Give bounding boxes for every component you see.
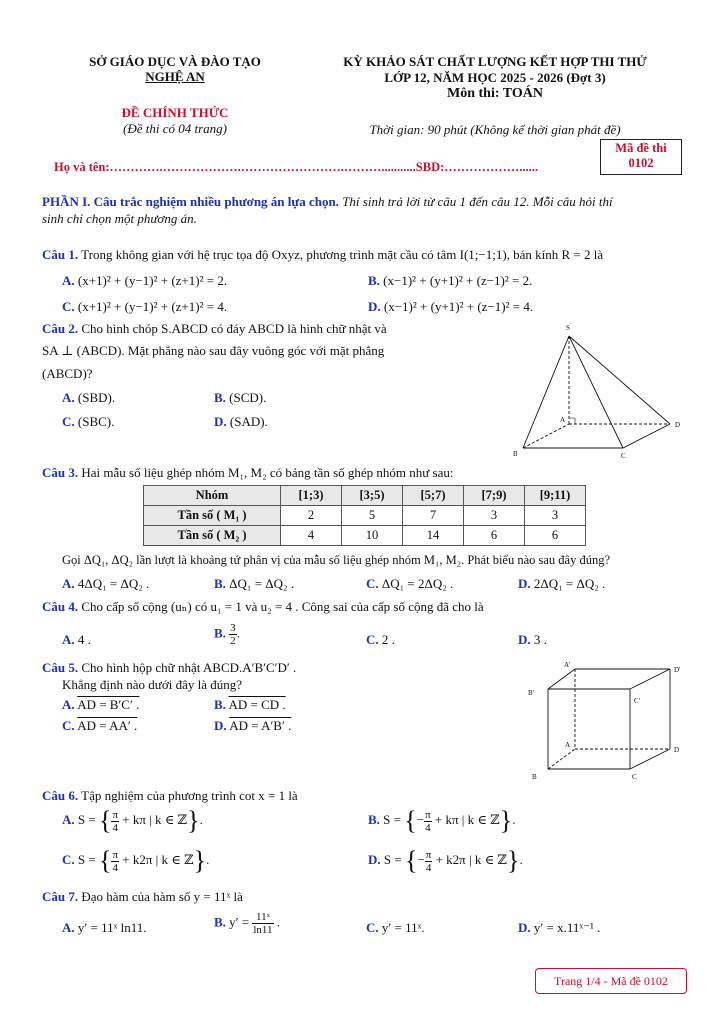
option-letter: D. <box>518 920 531 935</box>
candidate-line: Họ và tên:………….……………….…………………….………...........SBD:………………...... <box>54 160 539 174</box>
denominator: 4 <box>425 861 432 874</box>
q7-option-d[interactable] <box>518 920 600 936</box>
vertex-d: D <box>675 421 681 429</box>
q2-option-a[interactable] <box>62 390 115 406</box>
table-cell: [7;9) <box>464 486 525 506</box>
q2-stem-line1 <box>42 321 387 337</box>
table-cell: Tần số ( M₂ ) <box>144 526 281 546</box>
vertex-s: S <box>566 324 570 332</box>
numerator: 3 <box>230 622 236 634</box>
option-letter: C. <box>366 576 379 591</box>
denominator: 2 <box>230 635 236 647</box>
fraction <box>111 809 119 834</box>
numerator: π <box>425 808 431 821</box>
table-cell: [1;3) <box>281 486 342 506</box>
q1-option-c[interactable] <box>62 299 227 315</box>
table-cell: 7 <box>403 506 464 526</box>
q4-option-b[interactable]: B. $\frac{3}{2}$ . <box>214 622 240 647</box>
option-text: S = <box>383 811 401 827</box>
vertex-a: A <box>565 741 571 749</box>
q3-label: Câu 3. <box>42 465 79 480</box>
q2-stem-line3: (ABCD)? <box>42 366 93 381</box>
fraction <box>424 809 432 834</box>
option-text: 4ΔQ₁ = ΔQ₂ . <box>77 576 150 591</box>
edge-sc <box>569 336 623 448</box>
q2-text: Cho hình chóp S.ABCD có đáy ABCD là hình chữ nhật và <box>81 321 387 336</box>
option-letter: A. <box>62 273 75 288</box>
q5-option-c[interactable] <box>62 718 137 734</box>
q2-option-b[interactable] <box>214 390 266 406</box>
table-cell: [3;5) <box>342 486 403 506</box>
option-letter: D. <box>518 632 531 647</box>
option-text: + k2π | k ∈ ℤ <box>435 851 507 867</box>
option-letter: C. <box>366 920 379 935</box>
option-text: AD = AA′ . <box>77 718 138 733</box>
vertex-d: D <box>674 746 680 754</box>
option-text: AD = CD . <box>228 697 286 712</box>
table-cell: 2 <box>281 506 342 526</box>
q3-stem <box>42 465 454 481</box>
fraction <box>252 911 273 936</box>
option-letter: B. <box>214 390 226 405</box>
q7-option-a[interactable] <box>62 920 146 936</box>
option-text: 2ΔQ₁ = ΔQ₂ . <box>533 576 606 591</box>
q6-option-c[interactable]: C. S = { $\frac{\pi}{4}$ + k2π | k ∈ ℤ}. <box>62 846 210 875</box>
vertex-c: C <box>621 452 626 460</box>
q4-option-d[interactable] <box>518 632 547 648</box>
q4-text: Cho cấp số cộng (uₙ) có u₁ = 1 và u₂ = 4 . Công sai của cấp số cộng đã cho là <box>81 599 484 614</box>
vertex-a: A <box>560 416 566 424</box>
option-text: + kπ | k ∈ ℤ <box>434 811 500 827</box>
right-angle-mark <box>569 418 575 424</box>
exam-class-year: LỚP 12, NĂM HỌC 2025 - 2026 (Đợt 3) <box>384 70 606 85</box>
option-text: 4 . <box>77 632 91 647</box>
option-letter: A. <box>62 390 75 405</box>
option-letter: A. <box>62 632 75 647</box>
part1-title: PHẦN I. Câu trắc nghiệm nhiều phương án lựa chọn. <box>42 194 339 209</box>
table-cell: 14 <box>403 526 464 546</box>
denominator: 4 <box>425 821 431 834</box>
q6-stem <box>42 788 298 804</box>
option-letter: C. <box>62 851 75 867</box>
vertex-d1: D′ <box>674 666 681 674</box>
table-cell: 6 <box>525 526 586 546</box>
option-text: y′ = <box>229 914 250 930</box>
vertex-a1: A′ <box>564 661 571 669</box>
table-cell: [5;7) <box>403 486 464 506</box>
q1-option-b[interactable] <box>368 273 532 289</box>
denominator: 4 <box>112 861 118 874</box>
q6-option-b[interactable]: B. S = {− $\frac{\pi}{4}$ + kπ | k ∈ ℤ}. <box>368 806 516 835</box>
option-text: S = <box>383 851 402 867</box>
option-letter: A. <box>62 697 75 712</box>
table-cell: Tần số ( M₁ ) <box>144 506 281 526</box>
q2-option-c[interactable] <box>62 414 114 430</box>
option-text: AD = A′B′ . <box>229 718 292 733</box>
option-letter: D. <box>214 414 227 429</box>
part1-heading <box>42 193 692 227</box>
option-text: (x−1)² + (y+1)² + (z−1)² = 2. <box>383 273 533 288</box>
edge-cd <box>630 749 670 769</box>
option-letter: A. <box>62 576 75 591</box>
q2-option-d[interactable] <box>214 414 268 430</box>
q1-stem <box>42 247 603 263</box>
department-province: NGHỆ AN <box>145 69 205 84</box>
page-footer-text: Trang 1/4 - Mã đề 0102 <box>554 974 668 988</box>
numerator: 11ˣ <box>252 911 273 924</box>
option-text: AD = B′C′ . <box>77 697 140 712</box>
option-letter: B. <box>368 273 380 288</box>
q4-label: Câu 4. <box>42 599 79 614</box>
q6-option-d[interactable]: D. S = {− $\frac{\pi}{4}$ + k2π | k ∈ ℤ}. <box>368 846 523 875</box>
q5-stem-line1 <box>42 660 296 676</box>
q3-option-d[interactable] <box>518 576 605 592</box>
option-text: y′ = x.11ˣ⁻¹ . <box>533 920 601 935</box>
edge-cd <box>623 424 670 448</box>
q5-option-a[interactable] <box>62 697 139 713</box>
option-letter: B. <box>368 811 380 827</box>
option-text: (SAD). <box>229 414 268 429</box>
option-letter: D. <box>214 718 227 733</box>
q5-label: Câu 5. <box>42 660 79 675</box>
option-text: 2 . <box>381 632 395 647</box>
option-text: y′ = 11ˣ. <box>381 920 425 935</box>
exam-title: KỲ KHẢO SÁT CHẤT LƯỢNG KẾT HỢP THI THỬ <box>343 54 647 69</box>
option-letter: C. <box>62 299 75 314</box>
numerator: π <box>112 808 118 821</box>
option-text: (SCD). <box>229 390 267 405</box>
pages-note: (Đề thi có 04 trang) <box>123 121 227 136</box>
numerator: π <box>112 848 118 861</box>
vertex-b: B <box>513 450 518 458</box>
table-row <box>144 526 586 546</box>
q4-option-a[interactable] <box>62 632 91 648</box>
table-header-row <box>144 486 586 506</box>
q5-option-d[interactable] <box>214 718 291 734</box>
option-text: + k2π | k ∈ ℤ <box>122 851 194 867</box>
numerator: π <box>425 848 432 861</box>
pyramid-figure <box>505 318 690 460</box>
table-cell: 4 <box>281 526 342 546</box>
exam-code-value: 0102 <box>628 156 654 170</box>
q7-option-b[interactable]: B. y′ = $\frac{\text{11ˣ}}{\ln 11}$ . <box>214 911 281 936</box>
q6-label: Câu 6. <box>42 788 79 803</box>
q3-option-b[interactable] <box>214 576 294 592</box>
q2-label: Câu 2. <box>42 321 79 336</box>
part1-instructions-b: sinh chỉ chọn một phương án. <box>42 211 197 226</box>
option-letter: A. <box>62 811 75 827</box>
exam-code-box <box>600 139 682 175</box>
official-label: ĐỀ CHÍNH THỨC <box>121 105 229 120</box>
edge-ab <box>548 749 575 769</box>
q5-text: Cho hình hộp chữ nhật ABCD.A′B′C′D′ . <box>81 660 297 675</box>
q3-option-c[interactable] <box>366 576 453 592</box>
option-letter: B. <box>214 914 226 930</box>
table-row <box>144 506 586 526</box>
option-letter: D. <box>368 851 381 867</box>
option-text: (x+1)² + (y−1)² + (z+1)² = 2. <box>77 273 228 288</box>
q4-option-c[interactable] <box>366 632 395 648</box>
denominator: ln11 <box>253 924 273 936</box>
q7-text: Đạo hàm của hàm số y = 11ˣ là <box>81 889 243 904</box>
fraction <box>425 849 433 874</box>
q4-stem <box>42 599 484 615</box>
box-figure <box>520 657 690 785</box>
option-text: (SBC). <box>77 414 115 429</box>
option-letter: B. <box>214 576 226 591</box>
option-text: 3 . <box>533 632 547 647</box>
q3-question: Gọi ΔQ₁, ΔQ₂ lần lượt là khoảng tứ phân vị của mẫu số liệu ghép nhóm M₁, M₂. Phát biểu nào sau đây đúng? <box>62 553 611 567</box>
option-letter: C. <box>62 414 75 429</box>
q3-option-a[interactable] <box>62 576 149 592</box>
q5-stem-line2: Khẳng định nào dưới đây là đúng? <box>62 677 242 692</box>
table-cell: 10 <box>342 526 403 546</box>
q1-option-a[interactable] <box>62 273 227 289</box>
vertex-c1: C′ <box>634 697 641 705</box>
vertex-c: C <box>632 773 637 781</box>
table-cell: [9;11) <box>525 486 586 506</box>
edge-b1a1 <box>548 669 575 689</box>
department-name: SỞ GIÁO DỤC VÀ ĐÀO TẠO <box>89 54 261 69</box>
option-text: (SBD). <box>77 390 116 405</box>
vertex-b1: B′ <box>528 689 535 697</box>
option-letter: D. <box>368 299 381 314</box>
option-letter: B. <box>214 625 226 641</box>
option-letter: D. <box>518 576 531 591</box>
q7-label: Câu 7. <box>42 889 79 904</box>
q1-option-d[interactable] <box>368 299 533 315</box>
q6-option-a[interactable]: A. S = { $\frac{\pi}{4}$ + kπ | k ∈ ℤ}. <box>62 806 203 835</box>
exam-subject: Môn thi: TOÁN <box>447 86 543 101</box>
q7-stem <box>42 889 243 905</box>
q2-stem-line2: SA ⊥ (ABCD). Mặt phẳng nào sau đây vuông góc với mặt phẳng <box>42 343 385 358</box>
table-cell: Nhóm <box>144 486 281 506</box>
edge-c1d1 <box>630 669 670 689</box>
q7-option-c[interactable] <box>366 920 425 936</box>
option-letter: A. <box>62 920 75 935</box>
part1-instructions-a: Thí sinh trả lời từ câu 1 đến câu 12. Mỗi câu hỏi thí <box>342 194 613 209</box>
option-text: (x+1)² + (y−1)² + (z+1)² = 4. <box>77 299 228 314</box>
exam-time: Thời gian: 90 phút (Không kể thời gian phát đề) <box>369 122 621 137</box>
option-text: S = <box>77 851 96 867</box>
q6-text: Tập nghiệm của phương trình cot x = 1 là <box>81 788 298 803</box>
table-cell: 6 <box>464 526 525 546</box>
edge-sb <box>523 336 569 448</box>
option-text: S = <box>77 811 96 827</box>
q1-label: Câu 1. <box>42 247 79 262</box>
table-cell: 3 <box>525 506 586 526</box>
option-text: ΔQ₁ = ΔQ₂ . <box>229 576 295 591</box>
page-footer-box <box>535 968 687 994</box>
q3-text: Hai mẫu số liệu ghép nhóm M₁, M₂ có bảng tần số ghép nhóm như sau: <box>81 465 454 480</box>
table-cell: 3 <box>464 506 525 526</box>
q1-text: Trong không gian với hệ trục tọa độ Oxyz, phương trình mặt cầu có tâm I(1;−1;1), bán kính R = 2 là <box>81 247 604 262</box>
fraction <box>111 849 119 874</box>
table-cell: 5 <box>342 506 403 526</box>
edge-ab <box>523 424 569 448</box>
frequency-table <box>143 485 586 546</box>
option-text: y′ = 11ˣ ln11. <box>77 920 147 935</box>
exam-code-label: Mã đề thi <box>615 141 667 155</box>
fraction <box>229 622 237 647</box>
option-text: ΔQ₁ = 2ΔQ₂ . <box>381 576 454 591</box>
denominator: 4 <box>112 821 118 834</box>
option-letter: C. <box>62 718 75 733</box>
q5-option-b[interactable] <box>214 697 286 713</box>
option-text: + kπ | k ∈ ℤ <box>122 811 188 827</box>
option-text: (x−1)² + (y+1)² + (z−1)² = 4. <box>383 299 534 314</box>
edge-sd <box>569 336 670 424</box>
option-letter: B. <box>214 697 226 712</box>
option-letter: C. <box>366 632 379 647</box>
vertex-b: B <box>532 773 537 781</box>
